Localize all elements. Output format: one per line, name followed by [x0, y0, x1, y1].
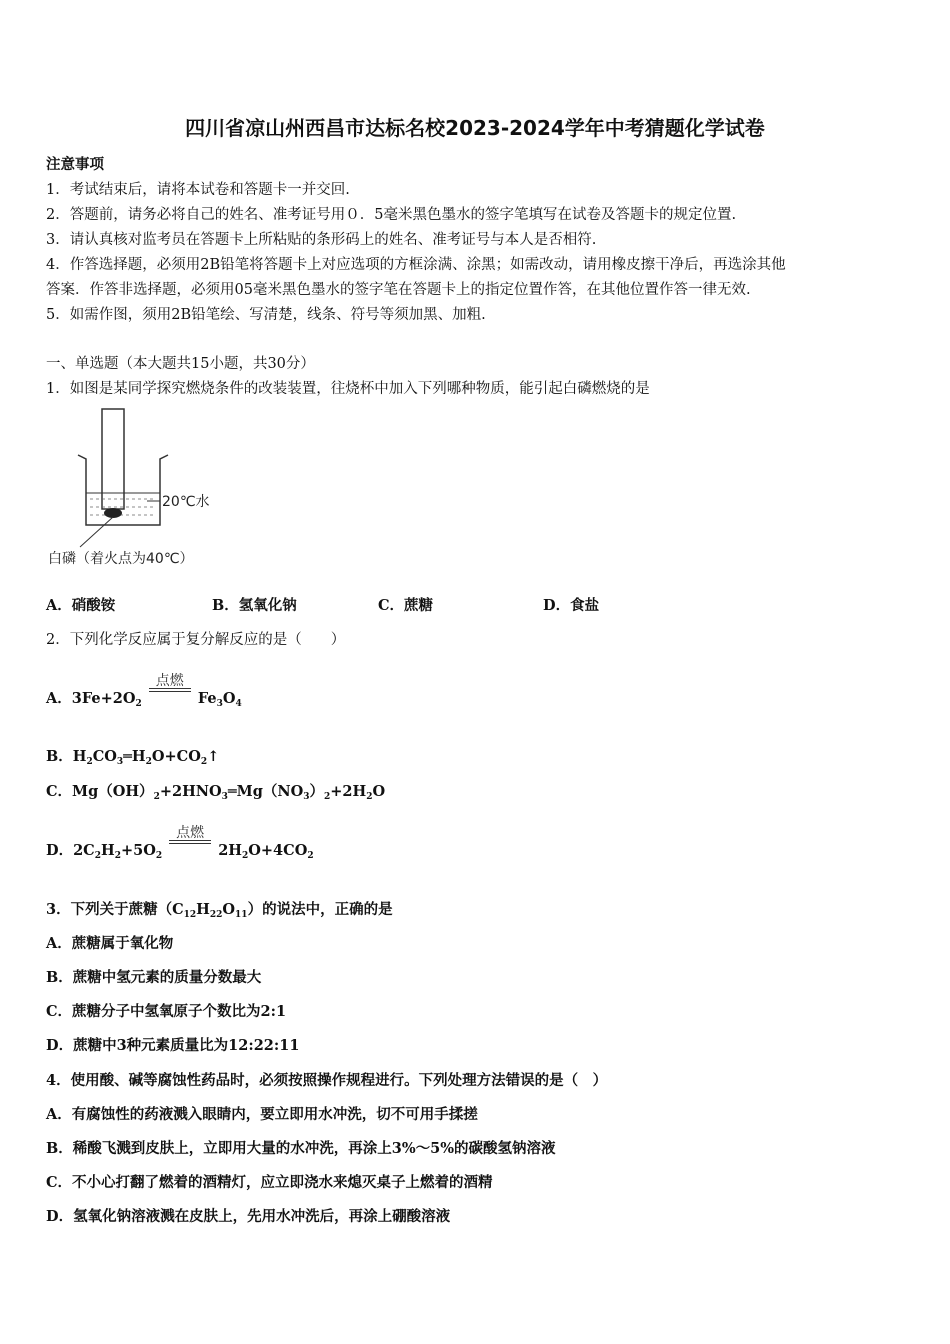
q2-option-a: A．$3Fe+2O_2$ 点燃 $Fe_3O_4$ [46, 673, 242, 709]
q4-option-a: A．有腐蚀性的药液溅入眼睛内，要立即用水冲洗，切不可用手揉搓 [46, 1106, 478, 1123]
q3-stem: 3．下列关于蔗糖$(C_{12}H_{22}O_{11})$的说法中，正确的是 [46, 901, 393, 920]
note-item: 1．考试结束后，请将本试卷和答题卡一并交回. [46, 182, 350, 198]
q1-option-d: D．食盐 [543, 597, 600, 614]
notes-heading: 注意事项 [46, 156, 104, 173]
q3-option-d: D．蔗糖中3种元素质量比为12:22:11 [46, 1037, 300, 1054]
q3-option-a: A．蔗糖属于氧化物 [46, 935, 174, 952]
white-phosphorus-blob [104, 508, 122, 518]
q3-option-c: C．蔗糖分子中氢氧原子个数比为2:1 [46, 1003, 287, 1020]
q1-stem: 1．如图是某同学探究燃烧条件的改装装置，往烧杯中加入下列哪种物质，能引起白磷燃烧的是 [46, 381, 650, 397]
reaction-condition: 点燃 [169, 844, 211, 858]
note-item: 2．答题前，请务必将自己的姓名、准考证号用０．5毫米黑色墨水的签字笔填写在试卷及答题卡的规定位置. [46, 207, 737, 223]
q2-option-c: C．$Mg(OH)_2+2HNO_3═Mg(NO_3)_2+2H_2O$ [46, 783, 386, 802]
q3-option-b: B．蔗糖中氢元素的质量分数最大 [46, 969, 262, 986]
section-heading: 一、单选题（本大题共15小题，共30分） [46, 356, 315, 372]
note-item: 4．作答选择题，必须用2B铅笔将答题卡上对应选项的方框涂满、涂黑；如需改动，请用橡皮擦干净后，再选涂其他 [46, 257, 786, 273]
water-label: 20℃水 [162, 494, 210, 510]
note-item: 3．请认真核对监考员在答题卡上所粘贴的条形码上的姓名、准考证号与本人是否相符. [46, 232, 597, 248]
reaction-condition: 点燃 [149, 692, 191, 706]
phosphorus-label: 白磷（着火点为40℃） [48, 551, 194, 567]
q2-option-d: D．$2C_2H_2+5O_2$ 点燃 $2H_2O+4CO_2$ [46, 825, 314, 861]
q2-stem: 2．下列化学反应属于复分解反应的是（ ） [46, 632, 346, 648]
q4-stem: 4．使用酸、碱等腐蚀性药品时，必须按照操作规程进行。下列处理方法错误的是（ ） [46, 1072, 608, 1089]
q4-option-c: C．不小心打翻了燃着的酒精灯，应立即浇水来熄灭桌子上燃着的酒精 [46, 1174, 493, 1191]
page-title: 四川省凉山州西昌市达标名校2023-2024学年中考猜题化学试卷 [185, 116, 765, 140]
note-item: 5．如需作图，须用2B铅笔绘、写清楚，线条、符号等须加黑、加粗. [46, 307, 486, 323]
note-item: 答案．作答非选择题，必须用05毫米黑色墨水的签字笔在答题卡上的指定位置作答，在其他位置作答一律无效. [46, 282, 751, 298]
q1-option-a: A．硝酸铵 [46, 597, 116, 614]
apparatus-figure [40, 405, 240, 575]
q2-option-b: B．$H_2CO_3═H_2O+CO_2↑$ [46, 748, 220, 767]
q1-option-b: B．氢氧化钠 [212, 597, 297, 614]
q1-option-c: C．蔗糖 [378, 597, 434, 614]
q4-option-b: B．稀酸飞溅到皮肤上，立即用大量的水冲洗，再涂上3%～5%的碳酸氢钠溶液 [46, 1140, 556, 1157]
q4-option-d: D．氢氧化钠溶液溅在皮肤上，先用水冲洗后，再涂上硼酸溶液 [46, 1208, 451, 1225]
